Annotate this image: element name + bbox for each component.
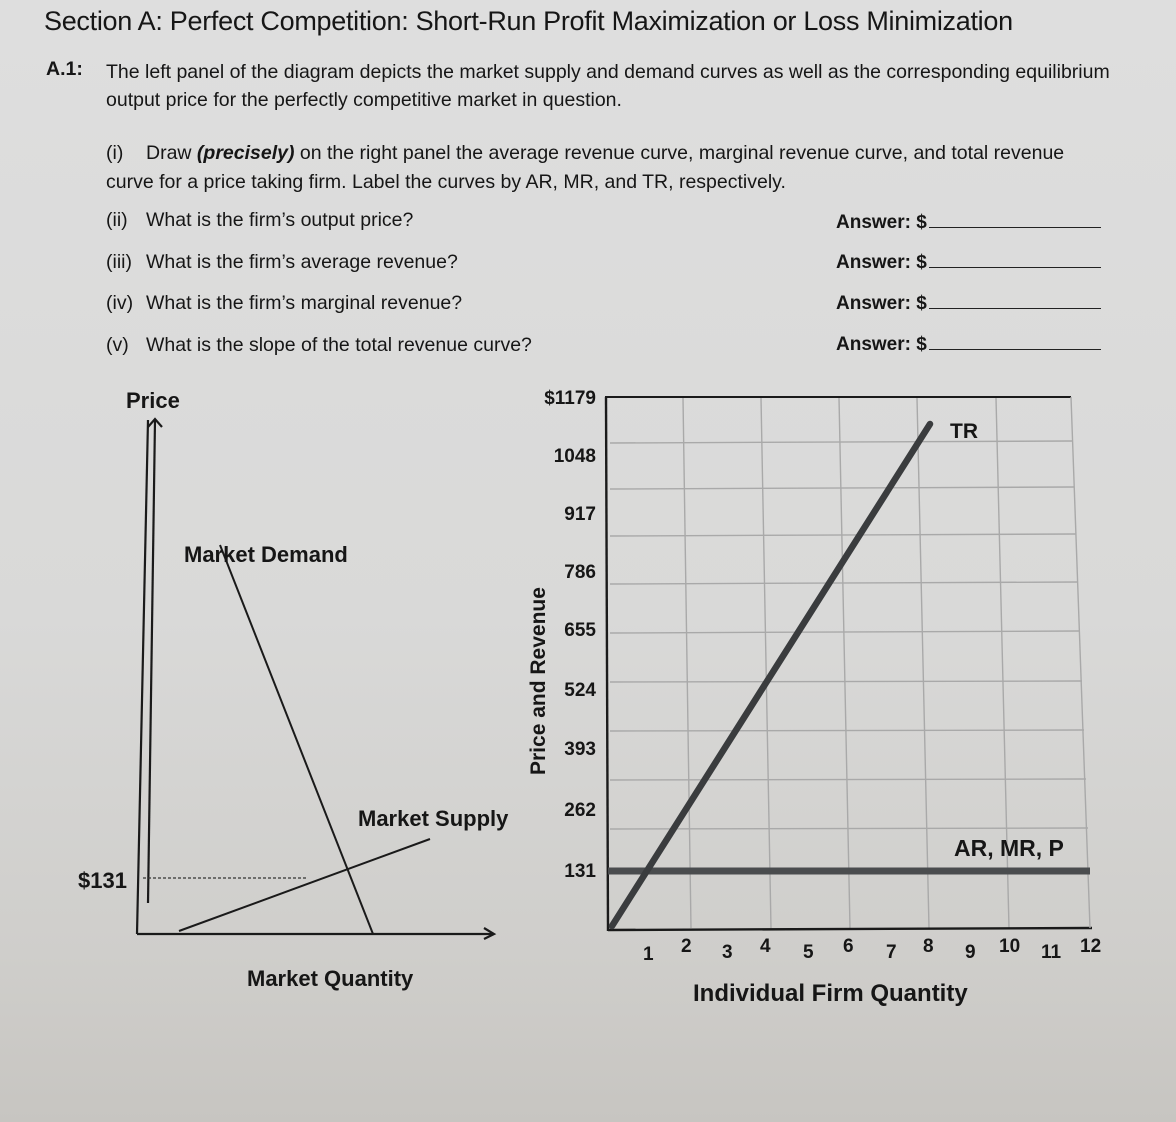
x-tick-7: 7 — [886, 942, 897, 963]
right-x-axis-label: Individual Firm Quantity — [693, 980, 968, 1007]
ar-mr-p-label: AR, MR, P — [954, 835, 1064, 861]
answer-ii-label: Answer: $ — [836, 212, 927, 233]
tr-label: TR — [950, 420, 978, 443]
market-demand-label: Market Demand — [184, 542, 348, 567]
x-tick-3: 3 — [722, 942, 733, 963]
y-tick-524: 524 — [564, 680, 596, 701]
part-i-label: (i) — [106, 142, 124, 164]
part-i-text-after: on the right panel the average revenue curve, marginal revenue curve, and total revenue curve for a price taking firm. Label the curves by AR, MR, and TR, respectively. — [106, 142, 1065, 193]
y-tick-917: 917 — [564, 504, 596, 525]
market-demand-line — [220, 545, 373, 934]
x-tick-1: 1 — [643, 944, 654, 965]
part-iii-label: (iii) — [106, 251, 132, 273]
x-tick-4: 4 — [760, 936, 771, 957]
answer-iv-label: Answer: $ — [836, 293, 927, 314]
left-panel-axes — [138, 419, 495, 934]
answer-v-label: Answer: $ — [836, 334, 927, 355]
left-y-axis — [148, 420, 155, 903]
x-tick-10: 10 — [999, 936, 1021, 957]
y-tick-262: 262 — [564, 800, 596, 821]
part-v-text: What is the slope of the total revenue curve? — [146, 334, 532, 356]
part-i-text-before: Draw — [146, 142, 197, 164]
left-x-axis-label: Market Quantity — [247, 966, 414, 991]
market-supply-line — [179, 839, 430, 931]
question-number: A.1: — [46, 58, 83, 80]
y-tick-786: 786 — [564, 562, 596, 583]
left-panel-axes-visible — [137, 420, 494, 939]
y-tick-1179: $1179 — [544, 388, 596, 409]
part-iv-text: What is the firm’s marginal revenue? — [146, 292, 463, 314]
left-y-axis-label: Price — [126, 388, 180, 413]
y-tick-1048: 1048 — [553, 446, 596, 467]
part-iii-text: What is the firm’s average revenue? — [146, 251, 458, 273]
x-tick-5: 5 — [803, 942, 814, 963]
y-tick-131: 131 — [564, 861, 596, 882]
tr-line — [612, 424, 930, 926]
part-i-emphasis: (precisely) — [196, 142, 295, 164]
x-tick-12: 12 — [1080, 936, 1102, 957]
part-v-label: (v) — [106, 334, 129, 356]
y-tick-393: 393 — [564, 739, 596, 760]
part-ii-text: What is the firm’s output price? — [146, 209, 414, 231]
x-tick-6: 6 — [843, 936, 854, 957]
x-tick-9: 9 — [965, 942, 976, 963]
market-supply-label: Market Supply — [358, 806, 509, 831]
part-ii-label: (ii) — [106, 209, 128, 231]
equilibrium-price-label: $131 — [78, 868, 127, 893]
section-title: Section A: Perfect Competition: Short-Run Profit Maximization or Loss Minimization — [44, 6, 1013, 36]
part-iv-label: (iv) — [106, 292, 134, 314]
question-text: The left panel of the diagram depicts the market supply and demand curves as well as the corresponding equilibrium output price for the perfectly competitive market in question. — [106, 61, 1110, 111]
x-tick-8: 8 — [923, 936, 934, 957]
answer-iii-label: Answer: $ — [836, 252, 927, 273]
x-tick-2: 2 — [681, 936, 692, 957]
y-tick-655: 655 — [564, 620, 596, 641]
x-tick-11: 11 — [1041, 942, 1062, 963]
right-y-axis-label: Price and Revenue — [527, 587, 550, 775]
